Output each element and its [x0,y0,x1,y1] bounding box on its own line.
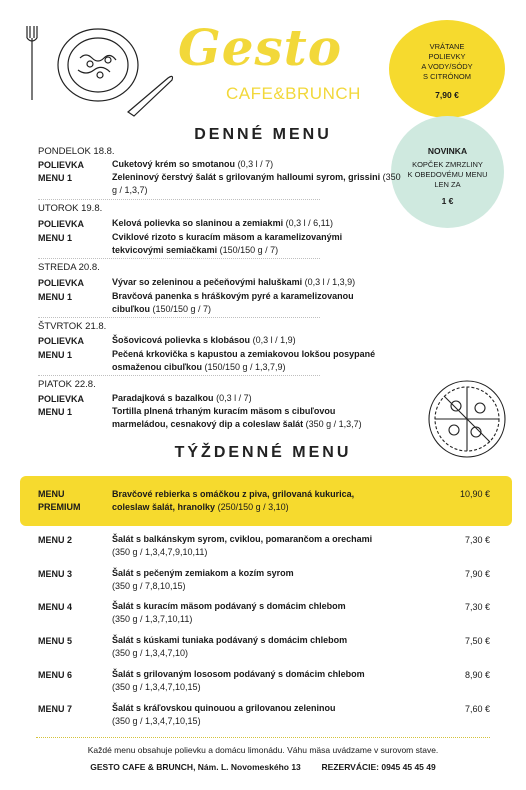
weekly-item [112,567,432,593]
menu-label: MENU 1 [38,173,73,183]
weekly-name: Šalát s pečeným zemiakom a kozím syrom [112,568,294,578]
soup-item [112,276,402,289]
weekly-price: 7,90 € [464,569,490,579]
weekly-name: Šalát s kúskami tuniaka podávaný s domácim chlebom [112,635,348,645]
soup-name: Kelová polievka so slaninou a zemiakmi [112,218,284,228]
weekly-item [112,600,432,626]
soup-name: Paradajková s bazalkou [112,393,214,403]
soup-label: POLIEVKA [38,336,85,346]
menu-item [112,348,387,374]
brand-subtitle: CAFE&BRUNCH [226,84,361,103]
weekly-info: (350 g / 1,3,4,7,9,10,11) [112,547,208,557]
badge-line: KOPČEK ZMRZLINY [412,160,483,169]
weekly-label: MENU 2 [38,535,73,545]
footer-note: Každé menu obsahuje polievku a domácu limonádu. Váhu mäsa uvádzame v surovom stave. [87,745,439,755]
soup-label: POLIEVKA [38,394,85,404]
premium-info: (250/150 g / 3,10) [217,502,289,512]
soup-item [112,158,402,171]
premium-price: 10,90 € [459,489,490,499]
menu-item [112,231,380,257]
weekly-label: MENU 7 [38,704,73,714]
plate-with-cutlery-illustration [18,20,178,120]
premium-label: PREMIUM [38,502,81,512]
soup-label: POLIEVKA [38,278,85,288]
divider [38,317,320,318]
menu-name: Zeleninový čerstvý šalát s grilovaným halloumi syrom, grissini [112,172,381,182]
soup-info: (0,3 l / 6,11) [285,218,333,228]
menu-info: (150/150 g / 1,3,7,9) [204,362,286,372]
weekly-name: Šalát s grilovaným lososom podávaný s domácim chlebom [112,669,365,679]
badge-title: NOVINKA [427,146,468,156]
soup-label: POLIEVKA [38,219,85,229]
divider [38,375,320,376]
daily-menu-title: DENNÉ MENU [194,126,332,143]
menu-label: MENU 1 [38,350,73,360]
menu-item [112,171,402,197]
badge-line: VRÁTANE [429,42,465,51]
premium-name: coleslaw šalát, hranolky [112,502,216,512]
divider [38,258,320,259]
day-heading: PIATOK 22.8. [38,379,96,390]
footer-address: GESTO CAFE & BRUNCH, Nám. L. Novomeského 13 [90,762,301,772]
weekly-info: (350 g / 1,3,7,10,11) [112,614,193,624]
badge-line: LEN ZA [434,180,461,189]
menu-item [112,290,374,316]
day-heading: STREDA 20.8. [38,262,100,273]
weekly-price: 7,30 € [464,602,490,612]
menu-label: MENU 1 [38,233,73,243]
footer-divider [36,737,490,738]
day-heading: PONDELOK 18.8. [38,146,115,157]
soup-name: Vývar so zeleninou a pečeňovými haluškami [112,277,303,287]
soup-name: Šošovicová polievka s klobásou [112,335,251,345]
menu-name: Cviklové rizoto s kuracím mäsom a karamelizovanými tekvicovými semiačkami [112,232,343,255]
badge-price: 1 € [441,196,454,206]
weekly-menu-title: TÝŽDENNÉ MENU [174,444,352,461]
drinks-included-badge [389,20,505,118]
menu-info: (150/150 g / 7) [219,245,279,255]
footer-reservation: REZERVÁCIE: 0945 45 45 49 [321,762,436,772]
weekly-name: Šalát s kuracím mäsom podávaný s domácim chlebom [112,601,346,611]
weekly-price: 7,30 € [464,535,490,545]
weekly-label: MENU 4 [38,602,73,612]
weekly-name: Šalát s balkánskym syrom, cviklou, pomarančom a orechami [112,534,373,544]
weekly-name: Šalát s kráľovskou quinouou a grilovanou zeleninou [112,703,336,713]
weekly-info: (350 g / 1,3,4,7,10,15) [112,682,201,692]
soup-item [112,217,402,230]
soup-info: (0,3 l / 1,3,9) [304,277,356,287]
day-heading: UTOROK 19.8. [38,203,103,214]
premium-label: MENU [38,489,65,499]
badge-line: S CITRÓNOM [423,72,471,81]
soup-item [112,334,402,347]
soup-info: (0,3 l / 7) [237,159,274,169]
badge-line: K OBEDOVÉMU MENU [407,170,488,179]
weekly-price: 7,50 € [464,636,490,646]
premium-name: Bravčové rebierka s omáčkou z piva, grilovaná kukurica, [112,489,355,499]
menu-name: Tortilla plnená trhaným kuracím mäsom s cibuľovou marmeládou, cesnakový dip a coleslaw šalát [112,406,336,429]
soup-item [112,392,402,405]
badge-line: POLIEVKY [428,52,466,61]
day-heading: ŠTVRTOK 21.8. [38,321,107,332]
weekly-info: (350 g / 1,3,4,7,10,15) [112,716,201,726]
footer-contact [0,762,526,772]
badge-line: A VODY/SÓDY [421,62,473,71]
premium-item [112,488,432,514]
menu-label: MENU 1 [38,292,73,302]
menu-item [112,405,380,431]
menu-info: (150/150 g / 7) [152,304,212,314]
weekly-label: MENU 6 [38,670,73,680]
menu-label: MENU 1 [38,407,73,417]
weekly-item [112,533,432,559]
brand-logo: Gesto [178,18,343,77]
weekly-info: (350 g / 1,3,4,7,10) [112,648,189,658]
weekly-price: 8,90 € [464,670,490,680]
soup-info: (0,3 l / 1,9) [252,335,296,345]
weekly-label: MENU 5 [38,636,73,646]
menu-info: (350 g / 1,3,7) [305,419,362,429]
weekly-price: 7,60 € [464,704,490,714]
menu-info: (350 g / 1,3,7) [112,172,401,195]
weekly-item [112,668,432,694]
menu-name: Bravčová panenka s hráškovým pyré a karamelizovanou cibuľkou [112,291,354,314]
menu-name: Pečená krkovička s kapustou a zemiakovou lokšou posypané osmaženou cibuľkou [112,349,376,372]
soup-label: POLIEVKA [38,160,85,170]
soup-name: Cuketový krém so smotanou [112,159,236,169]
divider [38,199,320,200]
weekly-info: (350 g / 7,8,10,15) [112,581,186,591]
soup-info: (0,3 l / 7) [216,393,252,403]
weekly-item [112,634,432,660]
weekly-item [112,702,432,728]
badge-price: 7,90 € [435,90,459,100]
weekly-label: MENU 3 [38,569,73,579]
